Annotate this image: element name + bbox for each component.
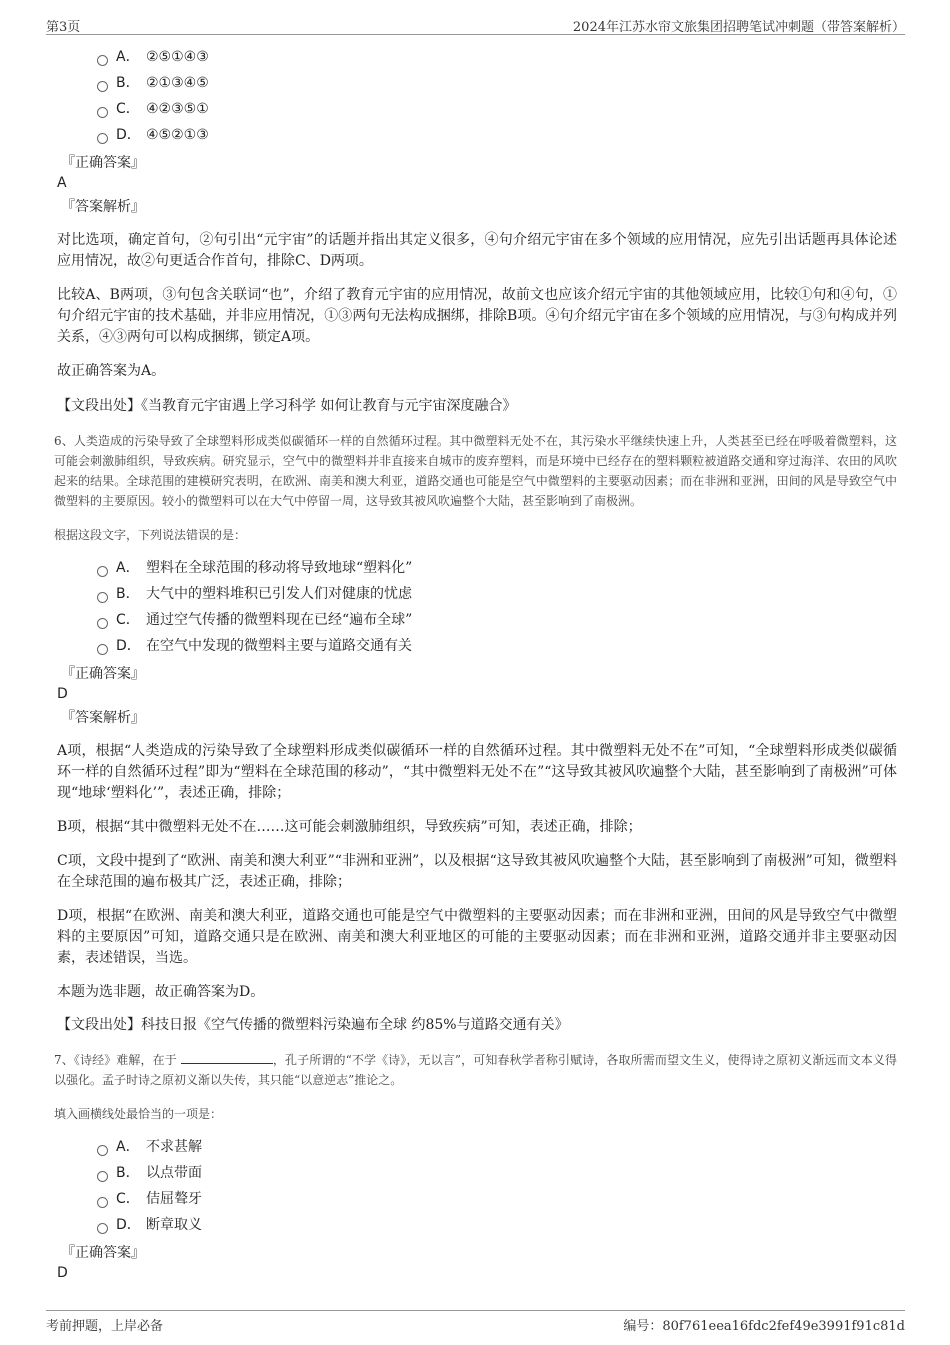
q5-analysis-p1: 对比选项，确定首句，②句引出“元宇宙”的话题并指出其定义很多，④句介绍元宇宙在多个领域的应用情况，应先引出话题再具体论述应用情况，故②句更适合作首句，排除C、D两项。 — [57, 232, 897, 269]
radio-icon[interactable] — [97, 1171, 108, 1182]
q6-question-text: 6、人类造成的污染导致了全球塑料形成类似碳循环一样的自然循环过程。其中微塑料无处不在，其污染水平继续快速上升，人类甚至已经在呼吸着微塑料，这可能会刺激肺组织，导致疾病。研究显示，空气中的微塑料并非直接来自城市的废弃塑料，而是环境中已经存在的塑料颗粒被道路交通和穿过海洋、农田的风吹起来的结果。全球范围的建模研究表明，在欧洲、南美和澳大利亚，道路交通也可能是空气中微塑料的主要驱动因素；而在非洲和亚洲，田间的风是导致空气中微塑料的主要原因。较小的微塑料可以在大气中停留一周，这导致其被风吹遍整个大陆，甚至影响到了南极洲。 — [54, 434, 897, 508]
q5-option-c[interactable]: C． ④②③⑤① — [97, 96, 897, 122]
radio-icon[interactable] — [97, 644, 108, 655]
q6-option-c[interactable]: C． 通过空气传播的微塑料现在已经“遍布全球” — [97, 607, 897, 633]
q6-option-d[interactable]: D． 在空气中发现的微塑料主要与道路交通有关 — [97, 633, 897, 659]
q6-options — [97, 555, 897, 659]
q5-analysis-label: 『答案解析』 — [61, 199, 145, 215]
radio-icon[interactable] — [97, 81, 108, 92]
radio-icon[interactable] — [97, 618, 108, 629]
q7-option-d[interactable]: D． 断章取义 — [97, 1212, 897, 1238]
q5-option-a[interactable]: A． ②⑤①④③ — [97, 44, 897, 70]
q7-answer: D — [57, 1265, 68, 1281]
q5-analysis-p3: 故正确答案为A。 — [57, 363, 166, 379]
q6-prompt: 根据这段文字，下列说法错误的是： — [54, 528, 247, 542]
radio-icon[interactable] — [97, 566, 108, 577]
fill-in-blank — [181, 1051, 273, 1064]
q5-answer-label: 『正确答案』 — [61, 155, 145, 171]
q7-prompt: 填入画横线处最恰当的一项是： — [54, 1107, 223, 1121]
footer-slogan: 考前押题，上岸必备 — [46, 1319, 164, 1334]
q5-analysis-p2: 比较A、B两项，③句包含关联词“也”，介绍了教育元宇宙的应用情况，故前文也应该介绍元宇宙的其他领域应用，比较①句和④句，①句介绍元宇宙的技术基础，并非应用情况，①③两句无法构成捆绑，排除B项。④句介绍元宇宙在多个领域的应用情况，与③句构成并列关系，④③两句可以构成捆绑，锁定A项。 — [57, 287, 897, 345]
q7-answer-label: 『正确答案』 — [61, 1245, 145, 1261]
q6-analysis-label: 『答案解析』 — [61, 710, 145, 726]
q6-option-b[interactable]: B． 大气中的塑料堆积已引发人们对健康的忧虑 — [97, 581, 897, 607]
q6-option-a[interactable]: A． 塑料在全球范围的移动将导致地球“塑料化” — [97, 555, 897, 581]
q6-analysis-c: C项，文段中提到了“欧洲、南美和澳大利亚”“非洲和亚洲”，以及根据“这导致其被风吹遍整个大陆，甚至影响到了南极洲”可知，微塑料在全球范围的遍布极其广泛，表述正确，排除； — [57, 853, 897, 890]
radio-icon[interactable] — [97, 133, 108, 144]
q6-analysis-b: B项，根据“其中微塑料无处不在……这可能会刺激肺组织，导致疾病”可知，表述正确，排除； — [57, 819, 642, 835]
q5-options — [97, 44, 897, 148]
radio-icon[interactable] — [97, 1197, 108, 1208]
q6-analysis-a: A项，根据“人类造成的污染导致了全球塑料形成类似碳循环一样的自然循环过程。其中微塑料无处不在”可知，“全球塑料形成类似碳循环一样的自然循环过程”即为“塑料在全球范围的移动”，“其中微塑料无处不在”“这导致其被风吹遍整个大陆，甚至影响到了南极洲”可体现“地球‘塑料化’”，表述正确，排除； — [57, 743, 897, 801]
q6-source: 【文段出处】科技日报《空气传播的微塑料污染遍布全球 约85%与道路交通有关》 — [57, 1017, 569, 1033]
q5-option-b[interactable]: B． ②①③④⑤ — [97, 70, 897, 96]
q5-source: 【文段出处】《当教育元宇宙遇上学习科学 如何让教育与元宇宙深度融合》 — [57, 398, 517, 414]
q6-answer: D — [57, 686, 68, 702]
document-body — [54, 44, 897, 1282]
radio-icon[interactable] — [97, 107, 108, 118]
q7-options — [97, 1134, 897, 1238]
page-footer — [46, 1310, 905, 1333]
document-id: 编号：80f761eea16fdc2fef49e3991f91c81d — [623, 1319, 905, 1334]
q7-question-text: 7、《诗经》难解，在于 ，孔子所谓的“不学《诗》，无以言”，可知春秋学者称引赋诗，各取所需而望文生义，使得诗之原初义渐远而文本义得以强化。孟子时诗之原初义渐以失传，其只能“以意逆志”推论之。 — [54, 1053, 897, 1087]
radio-icon[interactable] — [97, 55, 108, 66]
q6-analysis-d: D项，根据“在欧洲、南美和澳大利亚，道路交通也可能是空气中微塑料的主要驱动因素；而在非洲和亚洲，田间的风是导致空气中微塑料的主要原因”可知，道路交通只是在欧洲、南美和澳大利亚地区的可能的主要驱动因素；而在非洲和亚洲，道路交通并非主要驱动因素，表述错误，当选。 — [57, 908, 897, 966]
page-header — [46, 14, 905, 35]
q7-option-a[interactable]: A． 不求甚解 — [97, 1134, 897, 1160]
q7-option-c[interactable]: C． 佶屈聱牙 — [97, 1186, 897, 1212]
q6-answer-label: 『正确答案』 — [61, 666, 145, 682]
page-number: 第3页 — [46, 20, 81, 35]
radio-icon[interactable] — [97, 1145, 108, 1156]
q5-answer: A — [57, 175, 67, 191]
q6-analysis-conclusion: 本题为选非题，故正确答案为D。 — [57, 984, 265, 1000]
radio-icon[interactable] — [97, 1223, 108, 1234]
document-title: 2024年江苏水帘文旅集团招聘笔试冲刺题（带答案解析） — [572, 20, 905, 35]
q5-option-d[interactable]: D． ④⑤②①③ — [97, 122, 897, 148]
q7-option-b[interactable]: B． 以点带面 — [97, 1160, 897, 1186]
radio-icon[interactable] — [97, 592, 108, 603]
